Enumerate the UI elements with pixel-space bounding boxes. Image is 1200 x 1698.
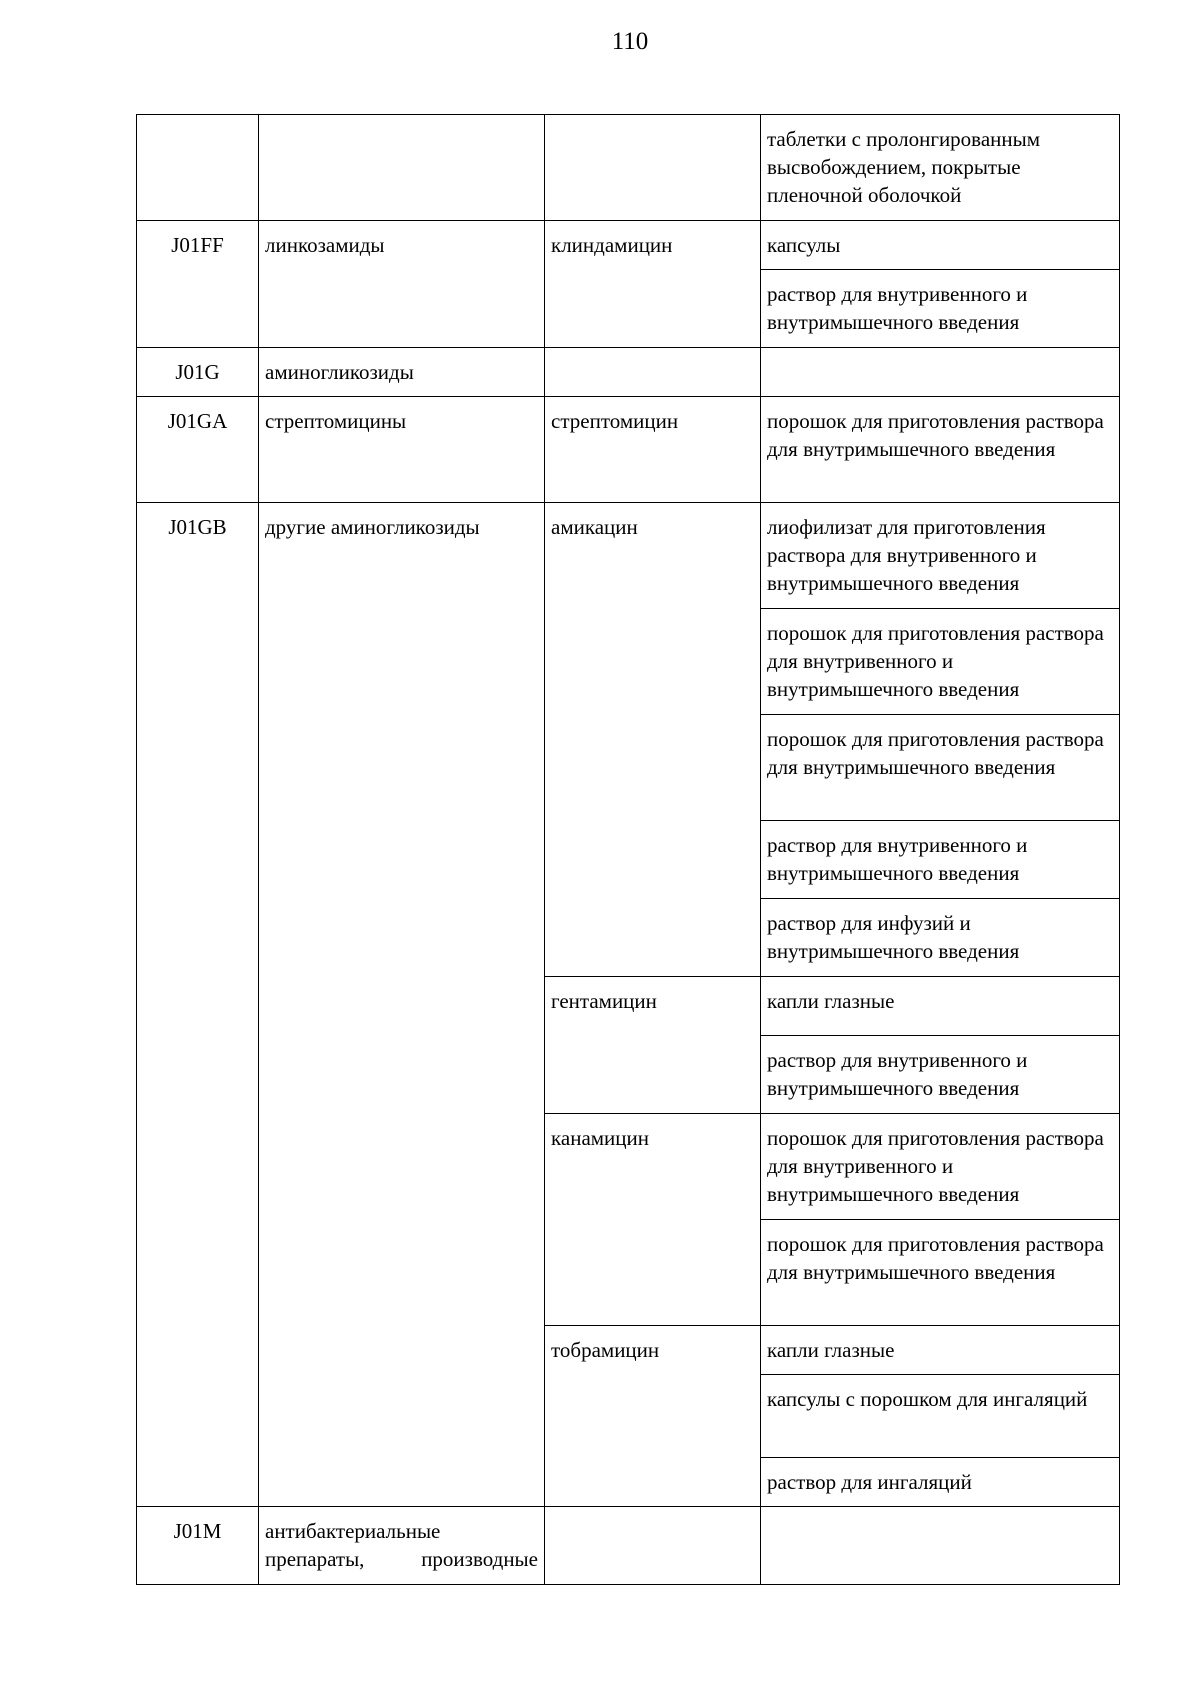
page-number: 110 [611,28,649,55]
table-row [137,348,1120,397]
drug-cell: стрептомицин [545,397,761,503]
group-cell: антибактериальные препараты, производные [259,1507,545,1585]
table-row [137,503,1120,609]
code-cell: J01GA [137,397,259,503]
table-row [137,1507,1120,1585]
group-cell: стрептомицины [259,397,545,503]
table-row [137,221,1120,270]
form-cell: капсулы с порошком для ингаляций [761,1375,1120,1458]
table-row [137,397,1120,503]
group-cell: другие аминогликозиды [259,503,545,1507]
form-cell: порошок для приготовления раствора для внутримышечного введения [761,397,1120,503]
form-cell [761,1507,1120,1585]
drug-cell: канамицин [545,1114,761,1326]
form-cell: порошок для приготовления раствора для внутривенного и внутримышечного введения [761,609,1120,715]
form-cell: капли глазные [761,1326,1120,1375]
form-cell: капсулы [761,221,1120,270]
form-cell: раствор для ингаляций [761,1458,1120,1507]
drug-cell: амикацин [545,503,761,977]
form-cell: порошок для приготовления раствора для внутримышечного введения [761,1220,1120,1326]
drug-cell: тобрамицин [545,1326,761,1507]
drug-cell [545,348,761,397]
code-cell: J01M [137,1507,259,1585]
code-cell [137,115,259,221]
form-cell: капли глазные [761,977,1120,1036]
form-cell: раствор для внутривенного и внутримышечного введения [761,1036,1120,1114]
group-cell: линкозамиды [259,221,545,348]
code-cell: J01GB [137,503,259,1507]
drug-cell: гентамицин [545,977,761,1114]
drug-cell: клиндамицин [545,221,761,348]
drug-cell [545,1507,761,1585]
group-cell [259,115,545,221]
form-cell: раствор для внутривенного и внутримышечного введения [761,270,1120,348]
form-cell: порошок для приготовления раствора для внутримышечного введения [761,715,1120,821]
drug-cell [545,115,761,221]
form-cell: порошок для приготовления раствора для внутривенного и внутримышечного введения [761,1114,1120,1220]
code-cell: J01G [137,348,259,397]
code-cell: J01FF [137,221,259,348]
form-cell [761,348,1120,397]
table-row [137,115,1120,221]
group-cell: аминогликозиды [259,348,545,397]
form-cell: раствор для внутривенного и внутримышечного введения [761,821,1120,899]
form-cell: раствор для инфузий и внутримышечного введения [761,899,1120,977]
drug-table [136,114,1120,1585]
form-cell: таблетки с пролонгированным высвобождением, покрытые пленочной оболочкой [761,115,1120,221]
form-cell: лиофилизат для приготовления раствора для внутривенного и внутримышечного введения [761,503,1120,609]
